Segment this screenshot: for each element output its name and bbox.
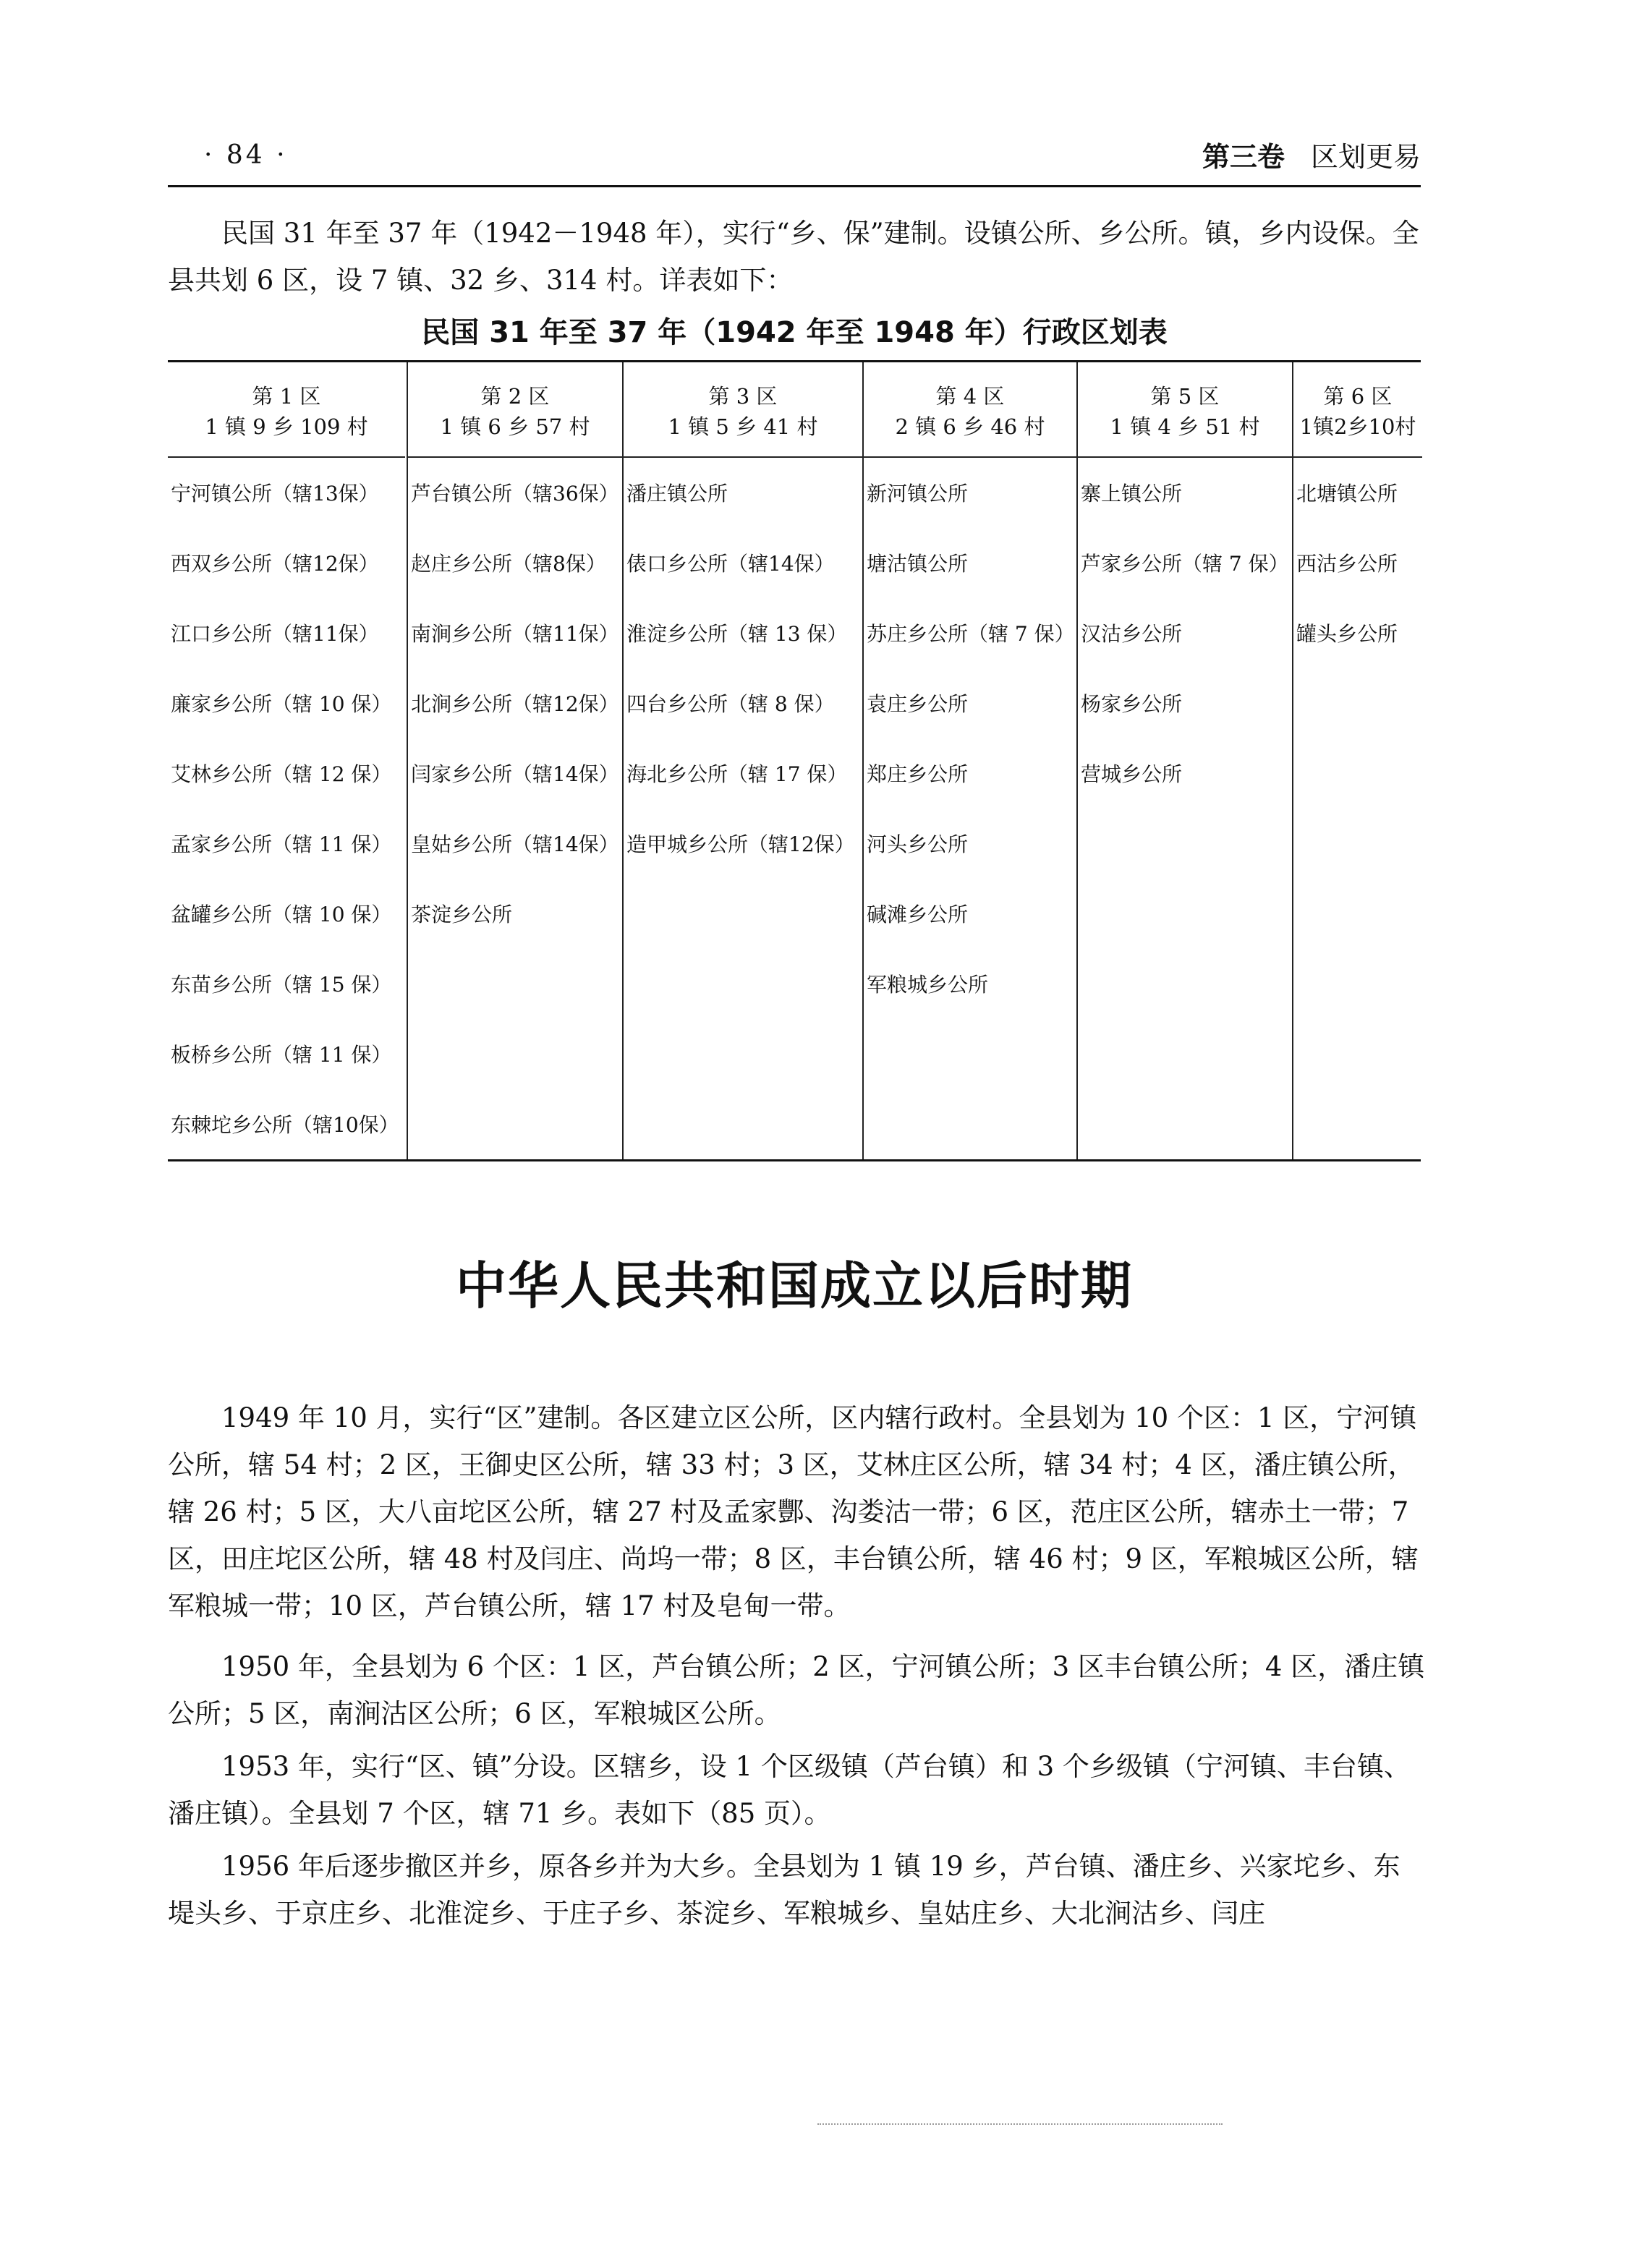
district-column-1 [168,362,405,1159]
table-cell: 宁河镇公所（辖13保） [171,482,379,506]
table-cell: 北塘镇公所 [1296,482,1398,506]
district-name: 第 6 区 [1323,384,1393,409]
column-header [1078,362,1292,458]
table-cell: 造甲城乡公所（辖12保） [626,832,855,856]
district-name: 第 1 区 [252,384,321,409]
column-header [1293,362,1422,458]
district-table [168,360,1421,1161]
column-header [168,362,405,458]
district-column-4 [862,362,1076,1159]
table-cell: 塘沽镇公所 [867,552,969,576]
column-header [408,362,622,458]
table-cell: 芦家乡公所（辖 7 保） [1081,552,1289,576]
paragraph-1953: 1953 年，实行“区、镇”分设。区辖乡，设 1 个区级镇（芦台镇）和 3 个乡级镇（宁河镇、丰台镇、潘庄镇）。全县划 7 个区，辖 71 乡。表如下（85 页）。 [168,1751,1411,1829]
table-cell: 南涧乡公所（辖11保） [411,622,619,646]
district-name: 第 2 区 [480,384,550,409]
table-cell: 盆罐乡公所（辖 10 保） [171,903,392,926]
page-number: · 84 · [204,140,288,170]
district-name: 第 3 区 [708,384,778,409]
table-cell: 东棘坨乡公所（辖10保） [171,1113,399,1137]
running-head [1202,135,1421,174]
table-cell: 新河镇公所 [867,482,969,506]
paragraph-1950: 1950 年，全县划为 6 个区：1 区，芦台镇公所；2 区，宁河镇公所；3 区丰台镇公所；4 区，潘庄镇公所；5 区，南涧沽区公所；6 区，军粮城区公所。 [168,1651,1425,1729]
table-cell: 北涧乡公所（辖12保） [411,692,619,716]
table-cell: 赵庄乡公所（辖8保） [411,552,606,576]
table-cell: 寨上镇公所 [1081,482,1183,506]
page-header [168,130,1421,182]
district-summary: 1镇2乡10村 [1299,414,1416,439]
table-cell: 板桥乡公所（辖 11 保） [171,1043,392,1067]
table-title: 民国 31 年至 37 年（1942 年至 1948 年）行政区划表 [421,316,1168,349]
paragraph-1949: 1949 年 10 月，实行“区”建制。各区建立区公所，区内辖行政村。全县划为 10 个区：1 区，宁河镇公所，辖 54 村；2 区，王御史区公所，辖 33 村；3 区，艾林庄区公所，辖 34 村；4 区，潘庄镇公所，辖 26 村；5 区，大八亩坨区公所，辖 27 村及孟家酆、沟娄沽一带；6 区，范庄区公所，辖赤土一带；7 区，田庄坨区公所，辖 48 村及闫庄、尚坞一带；8 区，丰台镇公所，辖 46 村；9 区，军粮城区公所，辖军粮城一带；10 区，芦台镇公所，辖 17 村及皂甸一带。 [168,1402,1419,1621]
table-cell: 皇姑乡公所（辖14保） [411,832,619,856]
table-cell: 廉家乡公所（辖 10 保） [171,692,392,716]
district-column-6 [1292,362,1422,1159]
table-cell: 河头乡公所 [867,832,969,856]
section-label: 区划更易 [1310,141,1421,173]
header-rule [168,185,1421,187]
district-summary: 1 镇 4 乡 51 村 [1110,414,1260,439]
table-cell: 袁庄乡公所 [867,692,969,716]
column-header [624,362,862,458]
table-cell: 淮淀乡公所（辖 13 保） [626,622,848,646]
district-summary: 2 镇 6 乡 46 村 [895,414,1045,439]
table-cell: 汉沽乡公所 [1081,622,1183,646]
table-cell: 营城乡公所 [1081,762,1183,786]
table-cell: 艾林乡公所（辖 12 保） [171,762,392,786]
table-cell: 苏庄乡公所（辖 7 保） [867,622,1075,646]
table-cell: 杨家乡公所 [1081,692,1183,716]
table-cell: 海北乡公所（辖 17 保） [626,762,848,786]
section-title: 中华人民共和国成立以后时期 [456,1256,1133,1316]
paragraph-1956: 1956 年后逐步撤区并乡，原各乡并为大乡。全县划为 1 镇 19 乡，芦台镇、潘庄乡、兴家坨乡、东堤头乡、于京庄乡、北淮淀乡、于庄子乡、茶淀乡、军粮城乡、皇姑庄乡、大北涧沽乡、闫庄 [168,1851,1400,1929]
volume-label: 第三卷 [1202,141,1285,173]
district-column-3 [622,362,862,1159]
district-name: 第 4 区 [935,384,1005,409]
district-summary: 1 镇 5 乡 41 村 [668,414,818,439]
table-cell: 西双乡公所（辖12保） [171,552,379,576]
table-cell: 茶淀乡公所 [411,903,513,926]
scan-artifact [817,2123,1223,2125]
table-cell: 孟家乡公所（辖 11 保） [171,832,392,856]
table-cell: 罐头乡公所 [1296,622,1398,646]
table-cell: 东苗乡公所（辖 15 保） [171,973,392,997]
table-cell: 军粮城乡公所 [867,973,989,997]
table-cell: 郑庄乡公所 [867,762,969,786]
table-cell: 江口乡公所（辖11保） [171,622,379,646]
table-cell: 潘庄镇公所 [626,482,728,506]
table-cell: 西沽乡公所 [1296,552,1398,576]
table-cell: 芦台镇公所（辖36保） [411,482,619,506]
column-header [864,362,1076,458]
district-column-5 [1076,362,1292,1159]
district-column-2 [407,362,622,1159]
intro-paragraph: 民国 31 年至 37 年（1942－1948 年），实行“乡、保”建制。设镇公所、乡公所。镇，乡内设保。全县共划 6 区，设 7 镇、32 乡、314 村。详表如下： [168,218,1419,296]
table-cell: 碱滩乡公所 [867,903,969,926]
table-cell: 闫家乡公所（辖14保） [411,762,619,786]
district-summary: 1 镇 6 乡 57 村 [440,414,590,439]
table-cell: 俵口乡公所（辖14保） [626,552,835,576]
table-cell: 四台乡公所（辖 8 保） [626,692,835,716]
district-name: 第 5 区 [1150,384,1220,409]
district-summary: 1 镇 9 乡 109 村 [205,414,368,439]
